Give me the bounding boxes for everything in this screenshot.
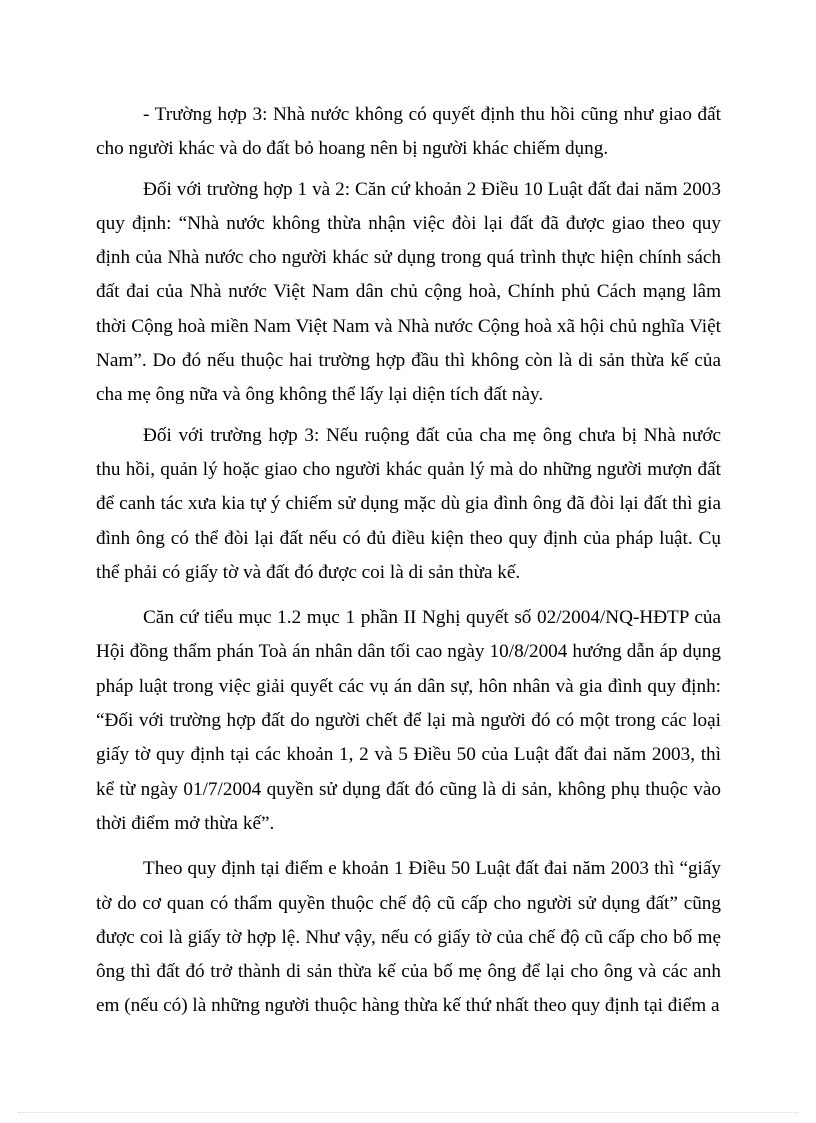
paragraph-cases-1-2: Đối với trường hợp 1 và 2: Căn cứ khoản 2 Điều 10 Luật đất đai năm 2003 quy định: “Nhà nước không thừa nhận việc đòi lại đất đã được giao theo quy định của Nhà nước cho người khác sử dụng trong quá trình thực hiện chính sách đất đai của Nhà nước Việt Nam dân chủ cộng hoà, Chính phủ Cách mạng lâm thời Cộng hoà miền Nam Việt Nam và Nhà nước Cộng hoà xã hội chủ nghĩa Việt Nam”. Do đó nếu thuộc hai trường hợp đầu thì không còn là di sản thừa kế của cha mẹ ông nữa và ông không thể lấy lại diện tích đất này. [96,178,721,406]
paragraph-resolution-reference: Căn cứ tiểu mục 1.2 mục 1 phần II Nghị quyết số 02/2004/NQ-HĐTP của Hội đồng thẩm phán Toà án nhân dân tối cao ngày 10/8/2004 hướng dẫn áp dụng pháp luật trong việc giải quyết các vụ án dân sự, hôn nhân và gia đình quy định: “Đối với trường hợp đất do người chết để lại mà người đó có một trong các loại giấy tờ quy định tại các khoản 1, 2 và 5 Điều 50 của Luật đất đai năm 2003, thì kể từ ngày 01/7/2004 quyền sử dụng đất đó cũng là di sản, không phụ thuộc vào thời điểm mở thừa kế”. [96,607,721,834]
paragraph-land-law-article-50: Theo quy định tại điểm e khoản 1 Điều 50 Luật đất đai năm 2003 thì “giấy tờ do cơ quan có thẩm quyền thuộc chế độ cũ cấp cho người sử dụng đất” cũng được coi là giấy tờ hợp lệ. Như vậy, nếu có giấy tờ của chế độ cũ cấp cho bố mẹ ông thì đất đó trở thành di sản thừa kế của bố mẹ ông để lại cho ông và các anh em (nếu có) là những người thuộc hàng thừa kế thứ nhất theo quy định tại điểm a [96,858,721,1017]
paragraph-case-3-analysis: Đối với trường hợp 3: Nếu ruộng đất của cha mẹ ông chưa bị Nhà nước thu hồi, quản lý hoặc giao cho người khác quản lý mà do những người mượn đất để canh tác xưa kia tự ý chiếm sử dụng mặc dù gia đình ông đã đòi lại đất thì gia đình ông có thể đòi lại đất nếu có đủ điều kiện theo quy định của pháp luật. Cụ thể phải có giấy tờ và đất đó được coi là di sản thừa kế. [96,424,721,583]
document-body [96,98,721,1024]
page-bottom-divider [18,1112,798,1113]
paragraph-case-3: - Trường hợp 3: Nhà nước không có quyết định thu hồi cũng như giao đất cho người khác và do đất bỏ hoang nên bị người khác chiếm dụng. [96,104,721,160]
